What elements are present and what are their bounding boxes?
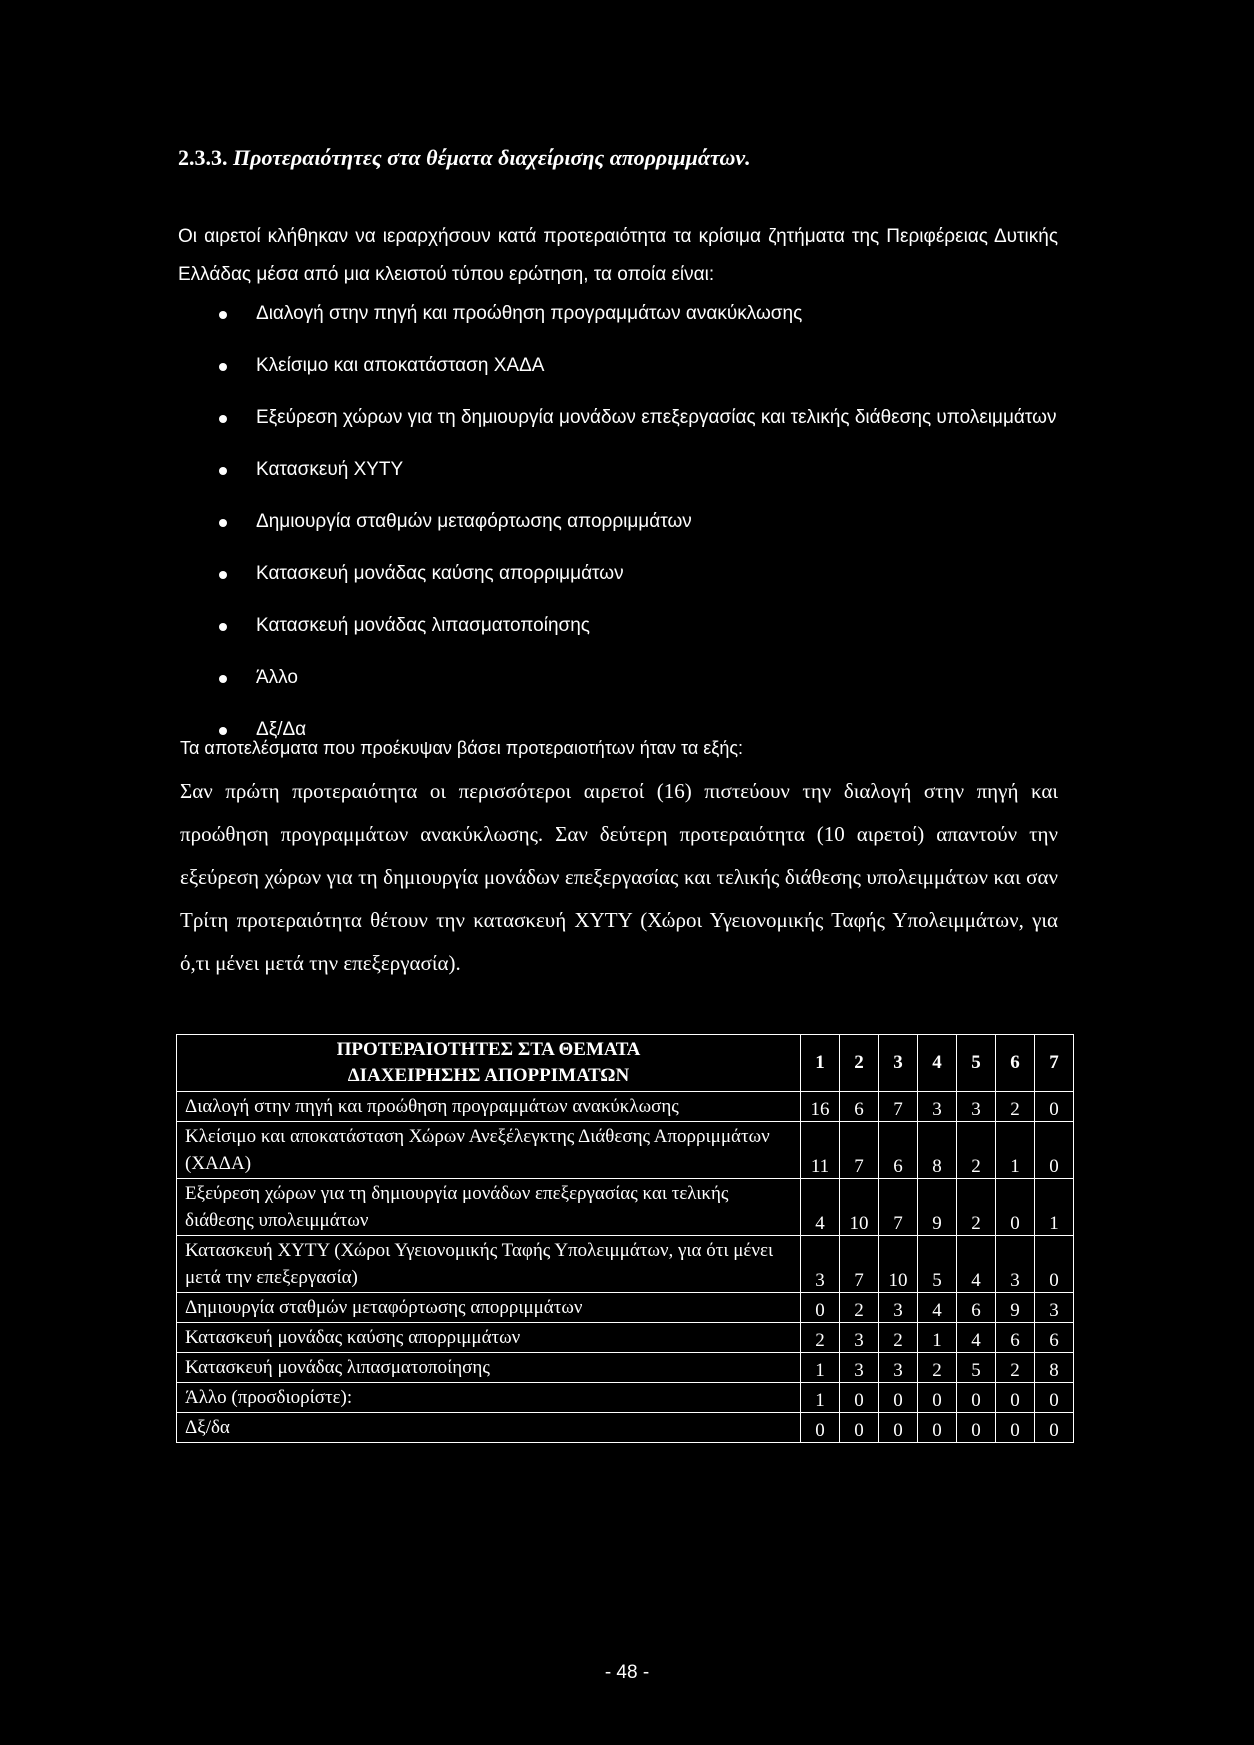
table-cell: 2	[996, 1353, 1035, 1383]
bullet-icon	[219, 623, 227, 631]
table-cell: 10	[840, 1179, 879, 1236]
table-cell: 3	[996, 1236, 1035, 1293]
table-row	[177, 1293, 1074, 1323]
table-title-line2: ΔΙΑΧΕΙΡΗΣΗΣ ΑΠΟΡΡΙΜΑΤΩΝ	[347, 1065, 630, 1086]
table-cell: 8	[918, 1122, 957, 1179]
row-label: Κατασκευή μονάδας λιπασματοποίησης	[177, 1353, 801, 1383]
table-cell: 9	[918, 1179, 957, 1236]
table-cell: 0	[1035, 1092, 1074, 1122]
table-cell: 6	[1035, 1323, 1074, 1353]
table-cell: 0	[996, 1179, 1035, 1236]
table-cell: 2	[801, 1323, 840, 1353]
table-cell: 5	[918, 1236, 957, 1293]
table-cell: 3	[879, 1293, 918, 1323]
column-header: 2	[840, 1035, 879, 1092]
table-cell: 0	[801, 1293, 840, 1323]
table-row	[177, 1092, 1074, 1122]
row-label: Εξεύρεση χώρων για τη δημιουργία μονάδων επεξεργασίας και τελικής διάθεσης υπολειμμάτων	[177, 1179, 801, 1236]
table-cell: 3	[879, 1353, 918, 1383]
table-cell: 0	[1035, 1413, 1074, 1443]
bullet-icon	[219, 311, 227, 319]
column-header: 4	[918, 1035, 957, 1092]
table-cell: 7	[840, 1122, 879, 1179]
table-cell: 3	[1035, 1293, 1074, 1323]
table-cell: 10	[879, 1236, 918, 1293]
list-item-text: Κατασκευή ΧΥΤΥ	[256, 459, 404, 480]
list-item-text: Άλλο	[256, 667, 298, 688]
row-label: Κατασκευή ΧΥΤΥ (Χώροι Υγειονομικής Ταφής Υπολειμμάτων, για ότι μένει μετά την επεξεργασία)	[177, 1236, 801, 1293]
row-label: Δημιουργία σταθμών μεταφόρτωσης απορριμμάτων	[177, 1293, 801, 1323]
list-item-text: Δημιουργία σταθμών μεταφόρτωσης απορριμμάτων	[256, 511, 692, 532]
table-cell: 9	[996, 1293, 1035, 1323]
list-item-text: Εξεύρεση χώρων για τη δημιουργία μονάδων επεξεργασίας και τελικής διάθεσης υπολειμμάτων	[256, 407, 1057, 428]
bullet-icon	[219, 571, 227, 579]
table-cell: 2	[996, 1092, 1035, 1122]
section-title: Προτεραιότητες στα θέματα διαχείρισης απορριμμάτων.	[233, 145, 751, 170]
row-label: Διαλογή στην πηγή και προώθηση προγραμμάτων ανακύκλωσης	[177, 1092, 801, 1122]
table-cell: 0	[879, 1383, 918, 1413]
results-title: Τα αποτελέσματα που προέκυψαν βάσει προτεραιοτήτων ήταν τα εξής:	[180, 738, 744, 758]
list-item-text: Δξ/Δα	[256, 719, 307, 740]
table-body	[177, 1092, 1074, 1443]
table-row	[177, 1179, 1074, 1236]
table-cell: 4	[957, 1236, 996, 1293]
bullet-icon	[219, 467, 227, 475]
list-item-text: Διαλογή στην πηγή και προώθηση προγραμμάτων ανακύκλωσης	[256, 303, 803, 324]
table-row	[177, 1353, 1074, 1383]
table-cell: 0	[1035, 1122, 1074, 1179]
table-row	[177, 1122, 1074, 1179]
table-row	[177, 1323, 1074, 1353]
table-cell: 0	[918, 1383, 957, 1413]
list-item	[178, 347, 1058, 385]
table-cell: 4	[957, 1323, 996, 1353]
table-cell: 7	[840, 1236, 879, 1293]
table-cell: 0	[1035, 1383, 1074, 1413]
table-cell: 4	[918, 1293, 957, 1323]
table-cell: 2	[918, 1353, 957, 1383]
table-cell: 0	[801, 1413, 840, 1443]
table-cell: 1	[801, 1353, 840, 1383]
table-row	[177, 1236, 1074, 1293]
list-item	[178, 295, 1058, 333]
column-header: 7	[1035, 1035, 1074, 1092]
table-cell: 0	[996, 1383, 1035, 1413]
section-heading	[178, 145, 751, 171]
table-cell: 6	[957, 1293, 996, 1323]
table-cell: 0	[996, 1413, 1035, 1443]
table-cell: 6	[996, 1323, 1035, 1353]
table-cell: 3	[918, 1092, 957, 1122]
table-row	[177, 1383, 1074, 1413]
list-item-text: Κλείσιμο και αποκατάσταση ΧΑΔΑ	[256, 355, 545, 376]
intro-paragraph: Οι αιρετοί κλήθηκαν να ιεραρχήσουν κατά προτεραιότητα τα κρίσιμα ζητήματα της Περιφέρειας Δυτικής Ελλάδας μέσα από μια κλειστού τύπου ερώτηση, τα οποία είναι:	[178, 226, 1058, 285]
table-cell: 3	[840, 1323, 879, 1353]
list-item-text: Κατασκευή μονάδας καύσης απορριμμάτων	[256, 563, 624, 584]
column-header: 6	[996, 1035, 1035, 1092]
table-cell: 2	[957, 1122, 996, 1179]
bullet-icon	[219, 727, 227, 735]
table-cell: 0	[918, 1413, 957, 1443]
table-cell: 2	[879, 1323, 918, 1353]
results-paragraph: Σαν πρώτη προτεραιότητα οι περισσότεροι αιρετοί (16) πιστεύουν την διαλογή στην πηγή και προώθηση προγραμμάτων ανακύκλωσης. Σαν δεύτερη προτεραιότητα (10 αιρετοί) απαντούν την εξεύρεση χώρων για τη δημιουργία μονάδων επεξεργασίας και τελικής διάθεσης υπολειμμάτων και σαν Τρίτη προτεραιότητα θέτουν την κατασκευή ΧΥΤΥ (Χώροι Υγειονομικής Ταφής Υπολειμμάτων, για ό,τι μένει μετά την επεξεργασία).	[180, 779, 1058, 975]
bullet-icon	[219, 415, 227, 423]
table-cell: 7	[879, 1092, 918, 1122]
bullet-icon	[219, 363, 227, 371]
list-item	[178, 555, 1058, 593]
table-cell: 0	[957, 1413, 996, 1443]
priority-list	[178, 295, 1058, 763]
table-cell: 7	[879, 1179, 918, 1236]
table-cell: 16	[801, 1092, 840, 1122]
bullet-icon	[219, 519, 227, 527]
list-item	[178, 451, 1058, 489]
list-item	[178, 659, 1058, 697]
table-cell: 2	[957, 1179, 996, 1236]
table-cell: 5	[957, 1353, 996, 1383]
column-header: 1	[801, 1035, 840, 1092]
column-header: 3	[879, 1035, 918, 1092]
row-label: Κλείσιμο και αποκατάσταση Χώρων Ανεξέλεγκτης Διάθεσης Απορριμμάτων (ΧΑΔΑ)	[177, 1122, 801, 1179]
list-item	[178, 399, 1058, 437]
table-cell: 11	[801, 1122, 840, 1179]
table-cell: 0	[879, 1413, 918, 1443]
table-cell: 0	[840, 1383, 879, 1413]
table-cell: 3	[801, 1236, 840, 1293]
bullet-icon	[219, 675, 227, 683]
row-label: Δξ/δα	[177, 1413, 801, 1443]
table-cell: 2	[840, 1293, 879, 1323]
table-cell: 6	[840, 1092, 879, 1122]
table-header-row	[177, 1035, 1074, 1092]
table-cell: 6	[879, 1122, 918, 1179]
table-cell: 0	[1035, 1236, 1074, 1293]
table-cell: 3	[840, 1353, 879, 1383]
table-cell: 1	[918, 1323, 957, 1353]
list-item-text: Κατασκευή μονάδας λιπασματοποίησης	[256, 615, 590, 636]
table-title-line1: ΠΡΟΤΕΡΑΙΟΤΗΤΕΣ ΣΤΑ ΘΕΜΑΤΑ	[336, 1039, 641, 1060]
page-number: - 48 -	[604, 1662, 650, 1683]
table-cell: 1	[801, 1383, 840, 1413]
section-number: 2.3.3.	[178, 145, 228, 170]
table-cell: 1	[1035, 1179, 1074, 1236]
table-row	[177, 1413, 1074, 1443]
table-cell: 1	[996, 1122, 1035, 1179]
table-cell: 3	[957, 1092, 996, 1122]
table-cell: 4	[801, 1179, 840, 1236]
table-cell: 8	[1035, 1353, 1074, 1383]
row-label: Άλλο (προσδιορίστε):	[177, 1383, 801, 1413]
table-cell: 0	[840, 1413, 879, 1443]
list-item	[178, 503, 1058, 541]
priorities-table	[176, 1034, 1074, 1443]
table-cell: 0	[957, 1383, 996, 1413]
row-label: Κατασκευή μονάδας καύσης απορριμμάτων	[177, 1323, 801, 1353]
list-item	[178, 607, 1058, 645]
column-header: 5	[957, 1035, 996, 1092]
table-title	[177, 1035, 801, 1092]
